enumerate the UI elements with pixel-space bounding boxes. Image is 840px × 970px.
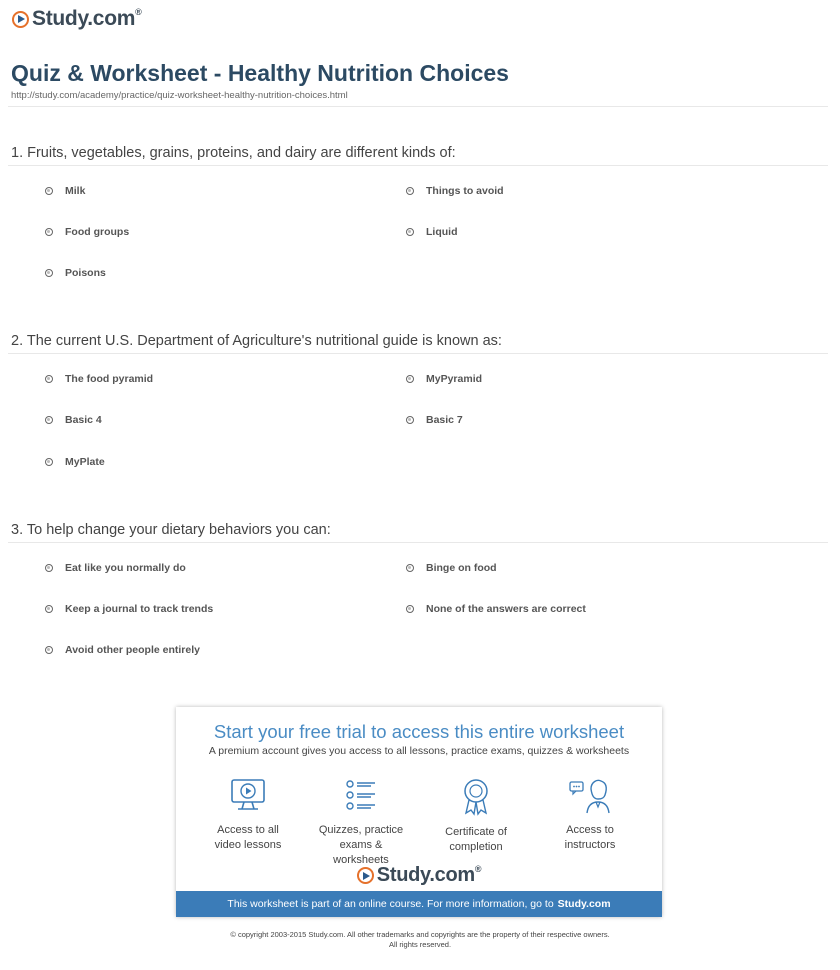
feature-quizzes[interactable]: [311, 777, 411, 868]
feature-video-lessons[interactable]: [198, 777, 298, 853]
answer-option[interactable]: Food groups: [45, 226, 129, 238]
play-logo-icon: [357, 867, 374, 884]
certificate-icon: [456, 777, 496, 817]
radio-icon[interactable]: [45, 605, 53, 613]
feature-instructors[interactable]: [540, 777, 640, 853]
divider: [8, 165, 828, 166]
radio-icon[interactable]: [45, 375, 53, 383]
copyright-notice: © copyright 2003-2015 Study.com. All other trademarks and copyrights are the property of their respective owners. All rights reserved.: [230, 930, 610, 949]
play-logo-icon: [12, 11, 29, 28]
video-lesson-icon: [228, 777, 268, 815]
answer-option[interactable]: None of the answers are correct: [406, 603, 586, 615]
radio-icon[interactable]: [45, 187, 53, 195]
promo-study-logo[interactable]: [176, 864, 662, 887]
radio-icon[interactable]: [45, 228, 53, 236]
free-trial-promo[interactable]: [176, 707, 662, 917]
answer-option[interactable]: MyPlate: [45, 456, 105, 468]
feature-certificate[interactable]: [426, 777, 526, 855]
feature-label: Access to instructors: [564, 824, 616, 851]
answer-option[interactable]: Basic 4: [45, 414, 102, 426]
quiz-list-icon: [341, 777, 381, 815]
promo-subtitle: A premium account gives you access to all lessons, practice exams, quizzes & worksheets: [208, 745, 630, 757]
radio-icon[interactable]: [45, 269, 53, 277]
answer-option[interactable]: Basic 7: [406, 414, 463, 426]
radio-icon[interactable]: [406, 605, 414, 613]
answer-option[interactable]: Poisons: [45, 267, 106, 279]
logo-text: Study.com®: [32, 7, 142, 30]
radio-icon[interactable]: [406, 375, 414, 383]
promo-info-bar: This worksheet is part of an online course. For more information, go to Study.com: [176, 891, 662, 917]
radio-icon[interactable]: [406, 564, 414, 572]
answer-option[interactable]: Keep a journal to track trends: [45, 603, 213, 615]
answer-option[interactable]: Avoid other people entirely: [45, 644, 200, 656]
question-2: 2. The current U.S. Department of Agriculture's nutritional guide is known as:: [11, 333, 502, 349]
radio-icon[interactable]: [406, 228, 414, 236]
radio-icon[interactable]: [406, 416, 414, 424]
question-1: 1. Fruits, vegetables, grains, proteins, and dairy are different kinds of:: [11, 145, 456, 161]
radio-icon[interactable]: [45, 564, 53, 572]
question-3: 3. To help change your dietary behaviors you can:: [11, 522, 331, 538]
feature-label: Quizzes, practice exams & worksheets: [318, 824, 404, 866]
logo-text: Study.com®: [376, 864, 482, 886]
radio-icon[interactable]: [45, 458, 53, 466]
instructor-icon: [567, 777, 613, 815]
radio-icon[interactable]: [406, 187, 414, 195]
divider: [8, 353, 828, 354]
page-title: Quiz & Worksheet - Healthy Nutrition Choices: [11, 60, 509, 86]
feature-label: Access to all video lessons: [214, 824, 282, 851]
answer-option[interactable]: Liquid: [406, 226, 458, 238]
page-url[interactable]: http://study.com/academy/practice/quiz-worksheet-healthy-nutrition-choices.html: [11, 90, 348, 101]
divider: [8, 542, 828, 543]
answer-option[interactable]: MyPyramid: [406, 373, 482, 385]
answer-option[interactable]: Things to avoid: [406, 185, 504, 197]
answer-option[interactable]: Milk: [45, 185, 85, 197]
feature-label: Certificate of completion: [445, 826, 507, 853]
answer-option[interactable]: Eat like you normally do: [45, 562, 186, 574]
radio-icon[interactable]: [45, 416, 53, 424]
study-link[interactable]: Study.com: [557, 898, 611, 910]
radio-icon[interactable]: [45, 646, 53, 654]
divider: [8, 106, 828, 107]
answer-option[interactable]: Binge on food: [406, 562, 497, 574]
promo-title[interactable]: Start your free trial to access this entire worksheet: [213, 721, 625, 742]
answer-option[interactable]: The food pyramid: [45, 373, 153, 385]
study-logo[interactable]: [12, 7, 141, 31]
